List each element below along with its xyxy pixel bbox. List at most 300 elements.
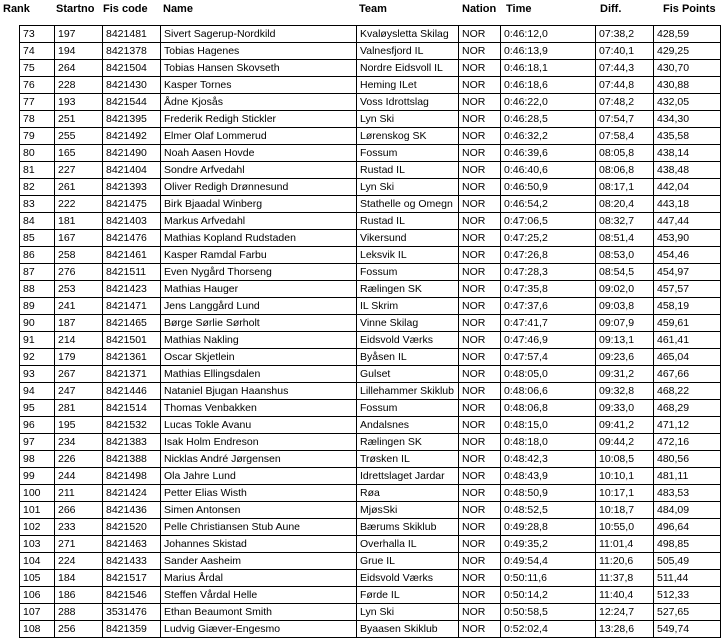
rank-cell: 77	[20, 94, 55, 111]
nation-cell: NOR	[459, 400, 501, 417]
nation-cell: NOR	[459, 298, 501, 315]
name-cell: Petter Elias Wisth	[161, 485, 357, 502]
rank-cell: 98	[20, 451, 55, 468]
fis-points-cell: 430,70	[654, 60, 721, 77]
time-cell: 0:47:26,8	[501, 247, 596, 264]
team-cell: Bærums Skiklub	[357, 519, 459, 536]
rank-cell: 100	[20, 485, 55, 502]
startno-cell: 271	[55, 536, 103, 553]
rank-cell: 94	[20, 383, 55, 400]
table-row	[20, 332, 721, 349]
time-cell: 0:48:50,9	[501, 485, 596, 502]
rank-cell: 97	[20, 434, 55, 451]
name-cell: Mathias Kopland Rudstaden	[161, 230, 357, 247]
team-cell: Gulset	[357, 366, 459, 383]
fis-points-cell: 465,04	[654, 349, 721, 366]
table-row	[20, 264, 721, 281]
diff-cell: 11:40,4	[596, 587, 654, 604]
team-cell: Overhalla IL	[357, 536, 459, 553]
startno-cell: 214	[55, 332, 103, 349]
nation-cell: NOR	[459, 604, 501, 621]
table-row	[20, 366, 721, 383]
team-cell: Lyn Ski	[357, 179, 459, 196]
startno-cell: 244	[55, 468, 103, 485]
fis-points-cell: 527,65	[654, 604, 721, 621]
fis-code-cell: 8421471	[103, 298, 161, 315]
fis-code-cell: 8421446	[103, 383, 161, 400]
rank-cell: 79	[20, 128, 55, 145]
diff-cell: 09:07,9	[596, 315, 654, 332]
startno-cell: 226	[55, 451, 103, 468]
header-team: Team	[359, 3, 387, 15]
team-cell: Nordre Eidsvoll IL	[357, 60, 459, 77]
diff-cell: 07:54,7	[596, 111, 654, 128]
startno-cell: 281	[55, 400, 103, 417]
rank-cell: 91	[20, 332, 55, 349]
nation-cell: NOR	[459, 621, 501, 638]
name-cell: Oscar Skjetlein	[161, 349, 357, 366]
rank-cell: 81	[20, 162, 55, 179]
fis-code-cell: 8421436	[103, 502, 161, 519]
nation-cell: NOR	[459, 43, 501, 60]
time-cell: 0:50:14,2	[501, 587, 596, 604]
diff-cell: 07:44,3	[596, 60, 654, 77]
fis-code-cell: 8421403	[103, 213, 161, 230]
fis-points-cell: 481,11	[654, 468, 721, 485]
name-cell: Oliver Redigh Drønnesund	[161, 179, 357, 196]
fis-points-cell: 438,14	[654, 145, 721, 162]
diff-cell: 08:53,0	[596, 247, 654, 264]
diff-cell: 09:33,0	[596, 400, 654, 417]
fis-points-cell: 472,16	[654, 434, 721, 451]
startno-cell: 261	[55, 179, 103, 196]
results-header	[0, 0, 724, 22]
time-cell: 0:46:18,1	[501, 60, 596, 77]
name-cell: Tobias Hagenes	[161, 43, 357, 60]
rank-cell: 103	[20, 536, 55, 553]
rank-cell: 83	[20, 196, 55, 213]
diff-cell: 08:54,5	[596, 264, 654, 281]
table-row	[20, 315, 721, 332]
nation-cell: NOR	[459, 383, 501, 400]
table-row	[20, 26, 721, 43]
fis-code-cell: 8421514	[103, 400, 161, 417]
startno-cell: 276	[55, 264, 103, 281]
team-cell: IL Skrim	[357, 298, 459, 315]
startno-cell: 288	[55, 604, 103, 621]
fis-points-cell: 467,66	[654, 366, 721, 383]
team-cell: Kvaløysletta Skilag	[357, 26, 459, 43]
rank-cell: 90	[20, 315, 55, 332]
team-cell: Vikersund	[357, 230, 459, 247]
time-cell: 0:50:11,6	[501, 570, 596, 587]
team-cell: Eidsvold Værks	[357, 332, 459, 349]
team-cell: Idrettslaget Jardar	[357, 468, 459, 485]
team-cell: Fossum	[357, 145, 459, 162]
fis-code-cell: 8421511	[103, 264, 161, 281]
table-row	[20, 587, 721, 604]
fis-points-cell: 511,44	[654, 570, 721, 587]
table-row	[20, 451, 721, 468]
diff-cell: 08:32,7	[596, 213, 654, 230]
header-name: Name	[163, 3, 193, 15]
table-row	[20, 196, 721, 213]
fis-code-cell: 8421359	[103, 621, 161, 638]
name-cell: Nataniel Bjugan Haanshus	[161, 383, 357, 400]
rank-cell: 95	[20, 400, 55, 417]
startno-cell: 197	[55, 26, 103, 43]
rank-cell: 78	[20, 111, 55, 128]
name-cell: Markus Arfvedahl	[161, 213, 357, 230]
startno-cell: 211	[55, 485, 103, 502]
time-cell: 0:52:02,4	[501, 621, 596, 638]
name-cell: Elmer Olaf Lommerud	[161, 128, 357, 145]
nation-cell: NOR	[459, 451, 501, 468]
fis-code-cell: 8421517	[103, 570, 161, 587]
fis-code-cell: 8421378	[103, 43, 161, 60]
team-cell: Byaasen Skiklub	[357, 621, 459, 638]
nation-cell: NOR	[459, 553, 501, 570]
team-cell: MjøsSki	[357, 502, 459, 519]
rank-cell: 85	[20, 230, 55, 247]
startno-cell: 195	[55, 417, 103, 434]
name-cell: Nicklas André Jørgensen	[161, 451, 357, 468]
time-cell: 0:48:52,5	[501, 502, 596, 519]
time-cell: 0:47:06,5	[501, 213, 596, 230]
fis-points-cell: 484,09	[654, 502, 721, 519]
table-row	[20, 621, 721, 638]
name-cell: Marius Årdal	[161, 570, 357, 587]
time-cell: 0:48:15,0	[501, 417, 596, 434]
name-cell: Frederik Redigh Stickler	[161, 111, 357, 128]
diff-cell: 07:44,8	[596, 77, 654, 94]
name-cell: Lucas Tokle Avanu	[161, 417, 357, 434]
table-row	[20, 570, 721, 587]
fis-code-cell: 8421501	[103, 332, 161, 349]
time-cell: 0:47:57,4	[501, 349, 596, 366]
diff-cell: 09:03,8	[596, 298, 654, 315]
time-cell: 0:46:18,6	[501, 77, 596, 94]
startno-cell: 241	[55, 298, 103, 315]
rank-cell: 107	[20, 604, 55, 621]
table-row	[20, 536, 721, 553]
fis-points-cell: 468,22	[654, 383, 721, 400]
fis-points-cell: 480,56	[654, 451, 721, 468]
diff-cell: 10:17,1	[596, 485, 654, 502]
table-row	[20, 519, 721, 536]
nation-cell: NOR	[459, 366, 501, 383]
time-cell: 0:46:32,2	[501, 128, 596, 145]
table-row	[20, 247, 721, 264]
team-cell: Voss Idrottslag	[357, 94, 459, 111]
name-cell: Jens Langgård Lund	[161, 298, 357, 315]
fis-code-cell: 8421476	[103, 230, 161, 247]
team-cell: Rustad IL	[357, 213, 459, 230]
time-cell: 0:48:06,8	[501, 400, 596, 417]
diff-cell: 08:20,4	[596, 196, 654, 213]
diff-cell: 09:44,2	[596, 434, 654, 451]
time-cell: 0:46:28,5	[501, 111, 596, 128]
table-row	[20, 434, 721, 451]
time-cell: 0:48:42,3	[501, 451, 596, 468]
rank-cell: 92	[20, 349, 55, 366]
fis-points-cell: 454,46	[654, 247, 721, 264]
name-cell: Sondre Arfvedahl	[161, 162, 357, 179]
time-cell: 0:47:25,2	[501, 230, 596, 247]
time-cell: 0:46:39,6	[501, 145, 596, 162]
diff-cell: 10:55,0	[596, 519, 654, 536]
time-cell: 0:49:28,8	[501, 519, 596, 536]
fis-points-cell: 443,18	[654, 196, 721, 213]
nation-cell: NOR	[459, 485, 501, 502]
name-cell: Isak Holm Endreson	[161, 434, 357, 451]
fis-code-cell: 8421498	[103, 468, 161, 485]
team-cell: Valnesfjord IL	[357, 43, 459, 60]
team-cell: Rælingen SK	[357, 434, 459, 451]
nation-cell: NOR	[459, 434, 501, 451]
rank-cell: 104	[20, 553, 55, 570]
diff-cell: 08:17,1	[596, 179, 654, 196]
team-cell: Heming ILet	[357, 77, 459, 94]
header-startno: Startno	[56, 3, 95, 15]
table-row	[20, 468, 721, 485]
fis-code-cell: 8421433	[103, 553, 161, 570]
rank-cell: 82	[20, 179, 55, 196]
rank-cell: 75	[20, 60, 55, 77]
rank-cell: 108	[20, 621, 55, 638]
table-row	[20, 230, 721, 247]
time-cell: 0:48:43,9	[501, 468, 596, 485]
fis-points-cell: 483,53	[654, 485, 721, 502]
time-cell: 0:48:06,6	[501, 383, 596, 400]
fis-code-cell: 8421461	[103, 247, 161, 264]
rank-cell: 93	[20, 366, 55, 383]
name-cell: Tobias Hansen Skovseth	[161, 60, 357, 77]
time-cell: 0:50:58,5	[501, 604, 596, 621]
startno-cell: 233	[55, 519, 103, 536]
fis-code-cell: 8421395	[103, 111, 161, 128]
diff-cell: 07:38,2	[596, 26, 654, 43]
nation-cell: NOR	[459, 145, 501, 162]
fis-points-cell: 454,97	[654, 264, 721, 281]
nation-cell: NOR	[459, 536, 501, 553]
table-row	[20, 417, 721, 434]
header-time: Time	[506, 3, 532, 15]
nation-cell: NOR	[459, 196, 501, 213]
results-table	[19, 25, 721, 638]
fis-points-cell: 447,44	[654, 213, 721, 230]
name-cell: Steffen Vårdal Helle	[161, 587, 357, 604]
fis-code-cell: 8421492	[103, 128, 161, 145]
startno-cell: 247	[55, 383, 103, 400]
startno-cell: 264	[55, 60, 103, 77]
fis-points-cell: 549,74	[654, 621, 721, 638]
rank-cell: 106	[20, 587, 55, 604]
startno-cell: 255	[55, 128, 103, 145]
startno-cell: 187	[55, 315, 103, 332]
table-row	[20, 179, 721, 196]
team-cell: Fossum	[357, 264, 459, 281]
time-cell: 0:49:54,4	[501, 553, 596, 570]
table-row	[20, 298, 721, 315]
fis-code-cell: 8421423	[103, 281, 161, 298]
name-cell: Ludvig Giæver-Engesmo	[161, 621, 357, 638]
fis-points-cell: 505,49	[654, 553, 721, 570]
startno-cell: 194	[55, 43, 103, 60]
fis-code-cell: 8421404	[103, 162, 161, 179]
diff-cell: 09:13,1	[596, 332, 654, 349]
fis-points-cell: 434,30	[654, 111, 721, 128]
fis-points-cell: 512,33	[654, 587, 721, 604]
time-cell: 0:46:22,0	[501, 94, 596, 111]
fis-code-cell: 8421371	[103, 366, 161, 383]
team-cell: Lørenskog SK	[357, 128, 459, 145]
startno-cell: 179	[55, 349, 103, 366]
diff-cell: 11:20,6	[596, 553, 654, 570]
name-cell: Birk Bjaadal Winberg	[161, 196, 357, 213]
nation-cell: NOR	[459, 417, 501, 434]
table-row	[20, 400, 721, 417]
rank-cell: 87	[20, 264, 55, 281]
table-row	[20, 77, 721, 94]
nation-cell: NOR	[459, 60, 501, 77]
team-cell: Vinne Skilag	[357, 315, 459, 332]
fis-points-cell: 435,58	[654, 128, 721, 145]
time-cell: 0:48:05,0	[501, 366, 596, 383]
fis-points-cell: 442,04	[654, 179, 721, 196]
fis-points-cell: 429,25	[654, 43, 721, 60]
nation-cell: NOR	[459, 502, 501, 519]
table-row	[20, 94, 721, 111]
team-cell: Stathelle og Omegn	[357, 196, 459, 213]
team-cell: Leksvik IL	[357, 247, 459, 264]
diff-cell: 11:37,8	[596, 570, 654, 587]
header-fis-points: Fis Points	[663, 3, 716, 15]
diff-cell: 11:01,4	[596, 536, 654, 553]
startno-cell: 228	[55, 77, 103, 94]
startno-cell: 186	[55, 587, 103, 604]
fis-code-cell: 8421481	[103, 26, 161, 43]
table-row	[20, 60, 721, 77]
fis-code-cell: 8421424	[103, 485, 161, 502]
team-cell: Røa	[357, 485, 459, 502]
fis-code-cell: 8421361	[103, 349, 161, 366]
time-cell: 0:47:41,7	[501, 315, 596, 332]
fis-code-cell: 8421532	[103, 417, 161, 434]
header-rank: Rank	[3, 3, 30, 15]
diff-cell: 08:06,8	[596, 162, 654, 179]
rank-cell: 74	[20, 43, 55, 60]
rank-cell: 101	[20, 502, 55, 519]
nation-cell: NOR	[459, 213, 501, 230]
team-cell: Byåsen IL	[357, 349, 459, 366]
startno-cell: 253	[55, 281, 103, 298]
name-cell: Mathias Hauger	[161, 281, 357, 298]
diff-cell: 09:31,2	[596, 366, 654, 383]
nation-cell: NOR	[459, 570, 501, 587]
nation-cell: NOR	[459, 94, 501, 111]
time-cell: 0:47:28,3	[501, 264, 596, 281]
rank-cell: 80	[20, 145, 55, 162]
fis-points-cell: 468,29	[654, 400, 721, 417]
name-cell: Simen Antonsen	[161, 502, 357, 519]
team-cell: Rustad IL	[357, 162, 459, 179]
team-cell: Trøsken IL	[357, 451, 459, 468]
startno-cell: 258	[55, 247, 103, 264]
nation-cell: NOR	[459, 247, 501, 264]
name-cell: Noah Aasen Hovde	[161, 145, 357, 162]
team-cell: Lyn Ski	[357, 111, 459, 128]
fis-code-cell: 8421388	[103, 451, 161, 468]
table-row	[20, 128, 721, 145]
header-diff: Diff.	[600, 3, 622, 15]
time-cell: 0:46:12,0	[501, 26, 596, 43]
time-cell: 0:47:37,6	[501, 298, 596, 315]
team-cell: Eidsvold Værks	[357, 570, 459, 587]
name-cell: Mathias Nakling	[161, 332, 357, 349]
nation-cell: NOR	[459, 281, 501, 298]
table-row	[20, 111, 721, 128]
nation-cell: NOR	[459, 162, 501, 179]
fis-code-cell: 8421475	[103, 196, 161, 213]
fis-points-cell: 428,59	[654, 26, 721, 43]
fis-code-cell: 8421504	[103, 60, 161, 77]
startno-cell: 256	[55, 621, 103, 638]
diff-cell: 10:18,7	[596, 502, 654, 519]
name-cell: Johannes Skistad	[161, 536, 357, 553]
results-body	[20, 26, 721, 638]
table-row	[20, 281, 721, 298]
name-cell: Thomas Venbakken	[161, 400, 357, 417]
fis-code-cell: 8421463	[103, 536, 161, 553]
fis-code-cell: 8421490	[103, 145, 161, 162]
table-row	[20, 383, 721, 400]
header-fis-code: Fis code	[103, 3, 148, 15]
diff-cell: 07:58,4	[596, 128, 654, 145]
startno-cell: 266	[55, 502, 103, 519]
startno-cell: 234	[55, 434, 103, 451]
rank-cell: 102	[20, 519, 55, 536]
time-cell: 0:46:13,9	[501, 43, 596, 60]
diff-cell: 09:41,2	[596, 417, 654, 434]
diff-cell: 12:24,7	[596, 604, 654, 621]
fis-points-cell: 453,90	[654, 230, 721, 247]
fis-code-cell: 3531476	[103, 604, 161, 621]
rank-cell: 105	[20, 570, 55, 587]
team-cell: Førde IL	[357, 587, 459, 604]
name-cell: Ola Jahre Lund	[161, 468, 357, 485]
team-cell: Lillehammer Skiklub	[357, 383, 459, 400]
diff-cell: 10:08,5	[596, 451, 654, 468]
nation-cell: NOR	[459, 332, 501, 349]
table-row	[20, 213, 721, 230]
fis-code-cell: 8421520	[103, 519, 161, 536]
nation-cell: NOR	[459, 77, 501, 94]
team-cell: Andalsnes	[357, 417, 459, 434]
time-cell: 0:47:46,9	[501, 332, 596, 349]
diff-cell: 08:51,4	[596, 230, 654, 247]
nation-cell: NOR	[459, 230, 501, 247]
diff-cell: 09:32,8	[596, 383, 654, 400]
diff-cell: 09:23,6	[596, 349, 654, 366]
fis-points-cell: 430,88	[654, 77, 721, 94]
startno-cell: 227	[55, 162, 103, 179]
rank-cell: 73	[20, 26, 55, 43]
table-row	[20, 553, 721, 570]
rank-cell: 89	[20, 298, 55, 315]
startno-cell: 167	[55, 230, 103, 247]
name-cell: Sivert Sagerup-Nordkild	[161, 26, 357, 43]
